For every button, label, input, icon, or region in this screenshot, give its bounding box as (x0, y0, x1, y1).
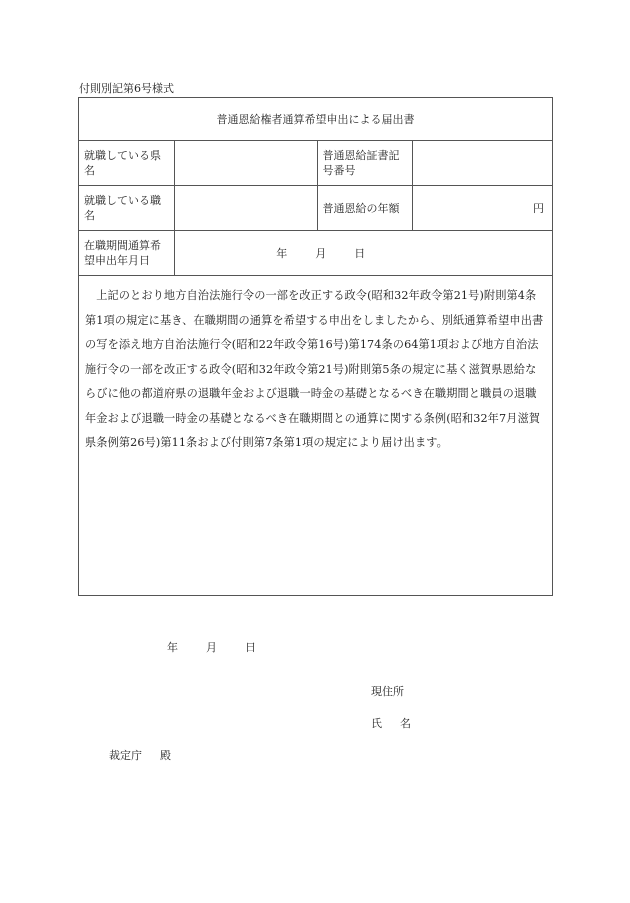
form-number-label: 付則別記第6号様式 (79, 82, 174, 95)
apply-date-month: 月 (315, 246, 327, 260)
signature-month: 月 (206, 641, 217, 654)
prefecture-label: 就職している県名 (79, 141, 174, 186)
address-label: 現住所 (371, 685, 404, 698)
name-label-second: 名 (400, 717, 411, 730)
apply-date-label: 在職期間通算希望申出年月日 (79, 231, 174, 276)
yen-unit: 円 (533, 201, 544, 215)
signature-day: 日 (245, 641, 256, 654)
pension-certificate-label: 普通恩給証書記号番号 (317, 141, 412, 186)
prefecture-field[interactable] (174, 141, 317, 186)
addressee (109, 748, 171, 763)
signature-date[interactable] (167, 640, 256, 655)
signature-year: 年 (167, 641, 178, 654)
pension-certificate-field[interactable] (412, 141, 552, 186)
annual-pension-field[interactable] (412, 186, 552, 231)
notification-form (78, 97, 553, 762)
apply-date-field[interactable] (174, 231, 552, 276)
position-field[interactable] (174, 186, 317, 231)
declaration-section (79, 276, 552, 762)
form-title: 普通恩給権者通算希望申出による届出書 (79, 98, 552, 141)
honorific-label: 殿 (160, 749, 171, 762)
declaration-text: 上記のとおり地方自治法施行令の一部を改正する政令(昭和32年政令第21号)附則第4条第1項の規定に基き、在職期間の通算を希望する申出をしましたから、別紙通算希望申出書の写を添え地方自治法施行令(昭和22年政令第16号)第174条の64第1項および地方自治法施行令の一部を改正する政令(昭和32年政令第21号)附則第5条の規定に基く滋賀県恩給ならびに他の都道府県の退職年金および退職一時金の基礎となるべき在職期間と職員の退職年金および退職一時金の基礎となるべき在職期間との通算に関する条例(昭和32年7月滋賀県条例第26号)第11条および付則第7条第1項の規定により届け出ます。 (85, 289, 544, 449)
form-table (79, 98, 552, 762)
apply-date-day: 日 (354, 246, 366, 260)
authority-label: 裁定庁 (109, 749, 142, 762)
name-label-first: 氏 (371, 717, 382, 730)
apply-date-year: 年 (276, 246, 288, 260)
annual-pension-label: 普通恩給の年額 (317, 186, 412, 231)
position-label: 就職している職名 (79, 186, 174, 231)
name-label (371, 716, 411, 731)
